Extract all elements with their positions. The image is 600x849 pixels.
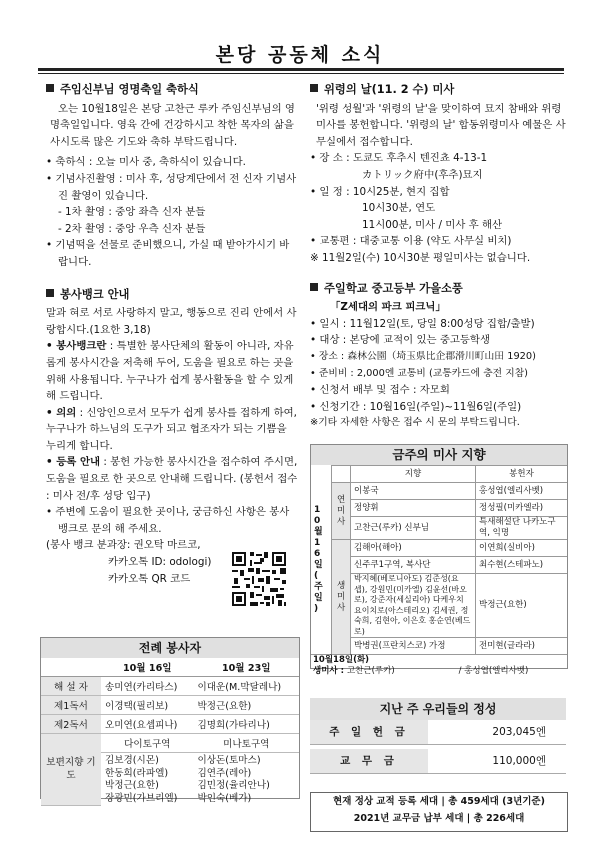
- service-cell: 이경택(필리보): [101, 696, 193, 715]
- stats-line-2: 2021년 교무금 납부 세대 | 총 226세대: [353, 813, 525, 824]
- memorial-transport: • 교통편 : 대중교통 이용 (약도 사무실 비치): [310, 235, 512, 248]
- service-cell: 오미연(요셉피나): [101, 715, 193, 734]
- table-row: [41, 696, 299, 715]
- mass-intent: 정양휘: [351, 500, 476, 517]
- feast-bullet-3: - 1차 촬영 : 중앙 좌측 신자 분들: [58, 206, 206, 219]
- mass-intent: 김해아(해아): [351, 540, 476, 557]
- feast-bullet-5: • 기념떡을 선물로 준비했으니, 가실 때 받아가시기 바랍니다.: [46, 239, 290, 268]
- bank-meaning: • 의의 : 신앙인으로서 모두가 쉽게 봉사를 접하게 하여, 누구나가 하느님의 도구가 되고 협조자가 되는 기쁨을 누리게 합니다.: [46, 406, 297, 452]
- mass-offer: 이연희(실비아): [476, 540, 568, 557]
- picnic-line: • 준비비 : 2,000엔 교통비 (교통카드에 충전 지참): [310, 367, 528, 379]
- service-cell: 송미연(카리타스): [101, 677, 193, 696]
- mass-intent: 신주쿠1구역, 복사단: [351, 557, 476, 574]
- mass-col-offer: 봉헌자: [476, 466, 568, 483]
- picnic-line: • 대상 : 본당에 교적이 있는 중고등학생: [310, 334, 491, 347]
- section-picnic-heading: 주일학교 중고등부 가을소풍: [310, 281, 566, 298]
- mass-intent: 박병권(프란치스코) 가정: [351, 638, 476, 655]
- bank-contact-1: (봉사 뱅크 분과장: 권오탁 마르코,: [46, 539, 201, 552]
- service-role: 해 설 자: [41, 677, 101, 696]
- mass-group-requiem: 연 미 사: [337, 494, 346, 527]
- title-rule: [38, 68, 564, 74]
- mass-offer: 특새해설단 나카노구역, 익명: [476, 517, 568, 540]
- service-cell: 김명희(가타리나): [193, 715, 299, 734]
- mass-intent: 박지혜(베로니아도) 김준성(요셉), 강원민(미카엘) 김윤선(바오로), 강준자(세실리아) 다케우치 요이치로(아스테리오) 김세권, 정숙희, 김현아, 이은호 홍순연(베드로): [351, 574, 476, 638]
- picnic-line: • 일시 : 11월12일(토, 당일 8:00성당 집합/출발): [310, 317, 535, 330]
- mass-offer: 박정근(요한): [476, 574, 568, 638]
- picnic-line: • 신청기간 : 10월16일(주일)~11월6일(주일): [310, 400, 522, 413]
- mass-col-intent: 지향: [351, 466, 476, 483]
- picnic-subtitle: 「Z세대의 파크 피크닉」: [330, 301, 446, 314]
- table-row: [41, 658, 299, 677]
- table-row: [311, 540, 567, 557]
- service-cell: 김보경(시몬) 한동희(라파엘) 박정근(요한) 장광민(가브리엘): [105, 755, 178, 804]
- section-bank-heading: 봉사뱅크 안내: [46, 287, 298, 304]
- service-heading: 전례 봉사자: [41, 638, 299, 658]
- mass-offer: 정성필(미카엘라): [476, 500, 568, 517]
- feast-bullet-1: • 축하식 : 오늘 미사 중, 축하식이 있습니다.: [46, 156, 246, 169]
- finance-label: 주 일 헌 금: [310, 720, 428, 744]
- mass-intent: 이봉국: [351, 483, 476, 500]
- service-cell: 박정근(요한): [193, 696, 299, 715]
- square-bullet-icon: [46, 289, 54, 297]
- table-row: [41, 734, 299, 753]
- mass-date: 10 월 16 일 ( 주 일 ): [314, 504, 323, 614]
- square-bullet-icon: [46, 84, 54, 92]
- mass-footer: 10월18일(화) 생미사 : 고찬근(루카) / 홍성엽(엘리사벳): [313, 655, 529, 676]
- memorial-time: • 일 정 : 10시25분, 현지 집합: [310, 185, 450, 198]
- service-role: 보편지향 기 도: [41, 734, 101, 806]
- stats-line-1: 현재 정상 교적 등록 세대 | 총 459세대 (3년기준): [333, 796, 545, 807]
- bank-contact-3: 카카오톡 QR 코드: [108, 572, 191, 585]
- service-cell: 이대운(M.막달레나): [193, 677, 299, 696]
- service-role: 제2독서: [41, 715, 101, 734]
- service-group: 미나토구역: [193, 734, 299, 753]
- feast-bullet-4: - 2차 촬영 : 중앙 우측 신자 분들: [58, 222, 206, 235]
- bank-contact-2: 카카오톡 ID: odologi): [108, 556, 212, 569]
- picnic-line: • 장소 : 森林公園（埼玉県比企郡滑川町山田 1920): [310, 350, 536, 362]
- service-date-1: 10월 16일: [101, 658, 193, 677]
- table-row: [311, 466, 567, 483]
- service-table: [41, 658, 299, 806]
- service-group: 다이토구역: [101, 734, 193, 753]
- feast-bullet-2: • 기념사진촬영 : 미사 후, 성당계단에서 전 신자 기념사진 촬영이 있습니다.: [46, 172, 297, 202]
- mass-intent: 고찬근(루카) 신부님: [351, 517, 476, 540]
- bank-what: • 봉사뱅크란 : 특별한 봉사단체의 활동이 아니라, 자유롭게 봉사시간을 저축해 두어, 도움을 필요로 하는 곳을 위해 사용됩니다. 누구나가 쉽게 봉사활동을 할 수 있게 해 드립니다.: [46, 340, 294, 403]
- memorial-time-3: 11시00분, 미사 / 미사 후 해산: [362, 218, 503, 231]
- memorial-intro: '위령 성월'과 '위령의 날'을 맞이하여 묘지 참배와 위령미사를 봉헌합니다. '위령의 날' 합동위령미사 예물은 사무실에서 접수합니다.: [316, 102, 566, 148]
- picnic-line: • 신청서 배부 및 접수 : 자모회: [310, 384, 450, 397]
- mass-box: [310, 444, 568, 676]
- memorial-note: ※ 11월2일(수) 10시30분 평일미사는 없습니다.: [310, 251, 531, 264]
- finance-heading: 지난 주 우리들의 정성: [310, 698, 566, 720]
- page-title: 본당 공동체 소식: [215, 44, 385, 66]
- mass-offer: 최수현(스테파노): [476, 557, 568, 574]
- bank-inquiry: • 주변에 도움이 필요한 곳이나, 궁금하신 사항은 봉사뱅크로 문의 해 주세요.: [46, 506, 290, 535]
- section-feast-heading: 주임신부님 영명축일 축하식: [46, 82, 298, 99]
- service-role: 제1독서: [41, 696, 101, 715]
- square-bullet-icon: [310, 283, 318, 291]
- mass-offer: 홍성엽(엘리사벳): [476, 483, 568, 500]
- table-row: [41, 677, 299, 696]
- finance-box: [310, 698, 566, 767]
- memorial-time-2: 10시30분, 연도: [362, 202, 436, 215]
- kakaotalk-qr-code[interactable]: [230, 550, 288, 608]
- bank-verse: 말과 혀로 서로 사랑하지 말고, 행동으로 진리 안에서 사랑합시다.(1요한 3,18): [46, 307, 297, 336]
- finance-value: 203,045엔: [492, 726, 546, 738]
- service-cell: 이상돈(토마스) 김연주(레아) 김민정(율리안나) 박인숙(베가): [197, 755, 270, 804]
- finance-row: [310, 749, 566, 774]
- service-box: [40, 637, 300, 804]
- right-column: [310, 82, 566, 432]
- finance-row: [310, 720, 566, 745]
- table-row: [41, 715, 299, 734]
- bank-register: • 등록 안내 : 봉헌 가능한 봉사시간을 접수하여 주시면, 도움을 필요로 한 곳으로 안내해 드립니다. (봉헌서 접수 : 미사 전/후 성당 입구): [46, 456, 298, 502]
- feast-intro: 오는 10월18일은 본당 고찬근 루카 주임신부님의 영명축일입니다. 영육 간에 건강하시고 착한 목자의 삶을 사시도록 많은 기도와 축하 부탁드립니다.: [50, 102, 295, 148]
- table-row: [311, 483, 567, 500]
- mass-offer: 전미현(글라라): [476, 638, 568, 655]
- service-date-2: 10월 23일: [193, 658, 299, 677]
- mass-heading: 금주의 미사 지향: [311, 445, 567, 465]
- mass-group-living: 생 미 사: [337, 580, 346, 613]
- finance-value: 110,000엔: [492, 755, 546, 767]
- finance-label: 교 무 금: [310, 749, 428, 773]
- stats-box: [310, 792, 568, 832]
- mass-table: [311, 465, 567, 655]
- memorial-place: • 장 소 : 도쿄도 후추시 텐진쵸 4-13-1: [310, 152, 488, 165]
- picnic-line: ※기타 자세한 사항은 접수 시 문의 부탁드립니다.: [310, 417, 520, 429]
- memorial-place-2: カトリック府中(후추)묘지: [362, 168, 483, 181]
- left-column: [46, 82, 298, 587]
- section-memorial-heading: 위령의 날(11. 2 수) 미사: [310, 82, 566, 99]
- square-bullet-icon: [310, 84, 318, 92]
